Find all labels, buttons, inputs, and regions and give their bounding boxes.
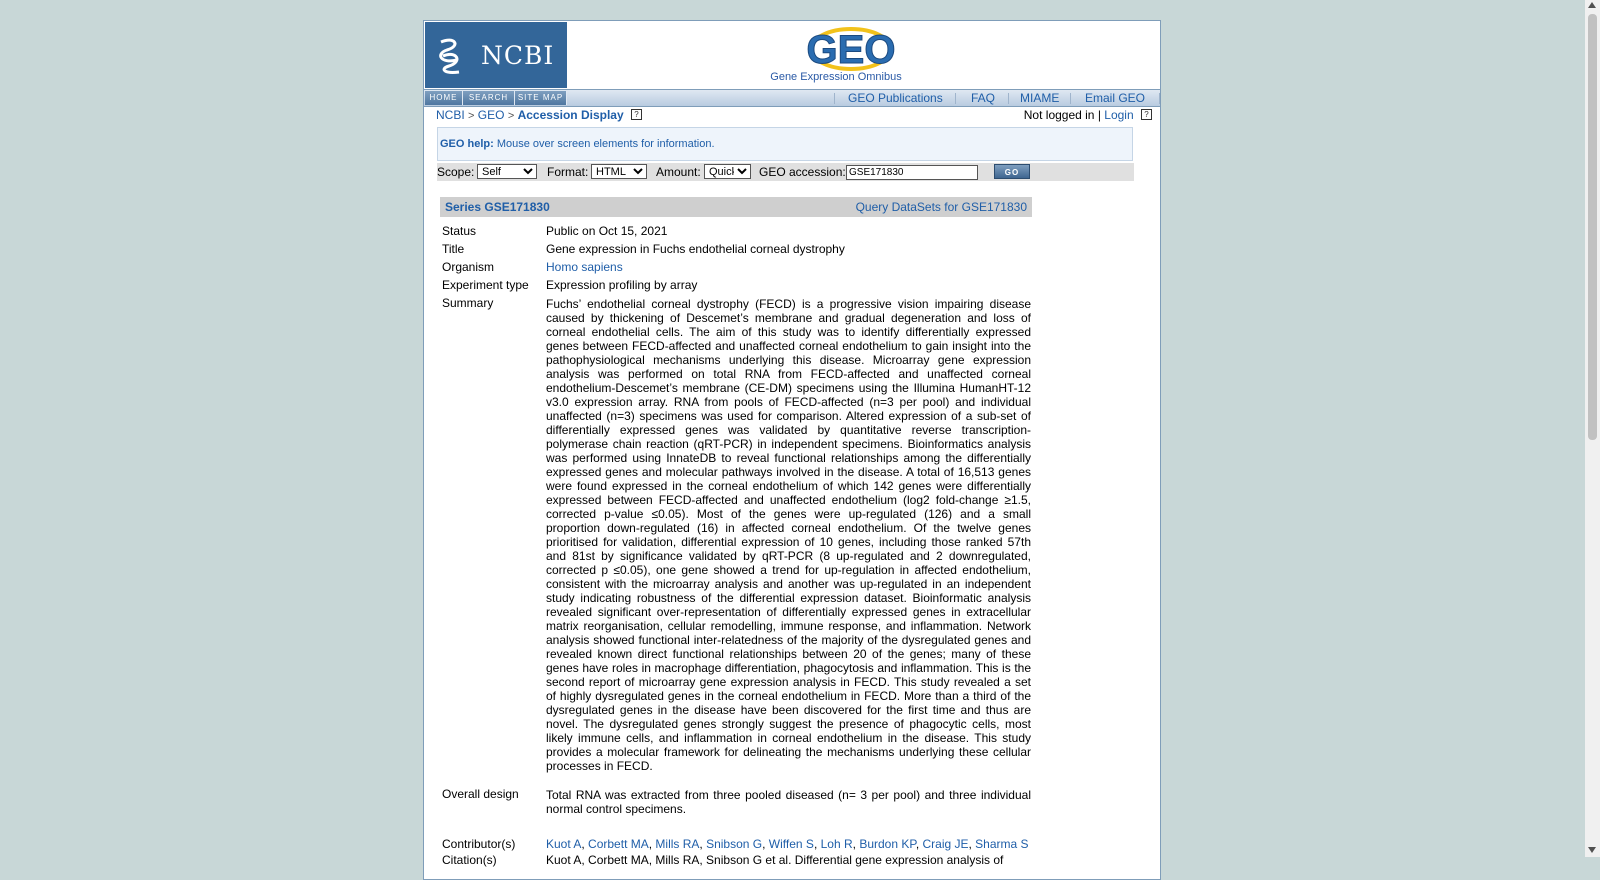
series-title: Series GSE171830 [445, 200, 550, 214]
geo-logo-subtitle: Gene Expression Omnibus [770, 71, 902, 83]
breadcrumb-current[interactable]: Accession Display [517, 108, 624, 122]
scrollbar-thumb[interactable] [1588, 14, 1597, 440]
geo-help-text: Mouse over screen elements for information. [496, 138, 715, 150]
geo-logo-text: GEO [806, 28, 896, 72]
scope-select[interactable] [477, 164, 537, 179]
contributor-link[interactable]: Burdon KP [859, 837, 916, 851]
accession-input[interactable] [846, 165, 978, 180]
geo-publications-link[interactable]: GEO Publications [848, 91, 943, 105]
overall-design-label: Overall design [442, 787, 519, 801]
login-link[interactable]: Login [1104, 108, 1134, 122]
contributors-label: Contributor(s) [442, 837, 516, 851]
nav-home-button[interactable]: HOME [425, 91, 463, 105]
nav-separator [1008, 93, 1009, 104]
faq-link[interactable]: FAQ [971, 91, 996, 105]
title-label: Title [442, 242, 465, 256]
nav-sitemap-button[interactable]: SITE MAP [515, 91, 567, 105]
contributor-link[interactable]: Mills RA [655, 837, 700, 851]
nav-separator [955, 93, 956, 104]
breadcrumb-ncbi[interactable]: NCBI [436, 108, 465, 122]
query-datasets-link[interactable]: Query DataSets for GSE171830 [855, 200, 1027, 214]
status-label: Status [442, 224, 477, 238]
format-label: Format: [547, 165, 589, 179]
accession-label: GEO accession: [759, 165, 846, 179]
summary-text: Fuchs’ endothelial corneal dystrophy (FECD) is a progressive vision impairing disease caused by thickening of Descemet’s membrane and gradual degeneration and loss of corneal endothelial cells. The aim of this study was to identify differentially expressed genes between FECD-affected and unaffected corneal endothelium to gain insight into the pathophysiological mechanisms underlying this disease. Microarray gene expression analysis was performed on total RNA from FECD-affected and unaffected corneal endothelium-Descemet’s membrane (CE-DM) specimens using the Illumina HumanHT-12 v3.0 expression array. RNA from pools of FECD-affected (n=3 per pool) and individual unaffected (n=3) specimens was used for comparison. Altered expression of a sub-set of differentially expressed genes was validated by quantitative reverse transcription-polymerase chain reaction (qRT-PCR) in independent specimens. Bioinformatics analysis was performed using InnateDB to reveal functional relationships among the differentially expressed genes and molecular pathways involved in the disease. A total of 16,513 genes were found expressed in the corneal endothelium of which 142 genes were differentially expressed between FECD-affected and unaffected endothelium (log2 fold-change ≥1.5, corrected p-value ≤0.05). Most of the genes were up-regulated (126) and a small proportion down-regulated (16) in affected corneal endothelium. Of the twelve genes prioritised for validation, differential expression of 10 genes, including those ranked 57th and 81st by significance validated by qRT-PCR (8 up-regulated and 2 downregulated, corrected p ≤0.05), one gene showed a trend for up-regulation in affected endothelium, consistent with the microarray analysis and another was up-regulated in an independent study indicating robustness of the differential expression dataset. Bioinformatic analysis revealed significant over-representation of differentially expressed genes in extracellular matrix reorganisation, cellular remodelling, immune response, and inflammation. Network analysis showed functional inter-relatedness of the majority of the dysregulated genes and revealed known direct functional relationships between 20 of the genes; many of these genes have roles in macrophage differentiation, phagocytosis and inflammation. This is the second report of microarray gene expression analysis in FECD. This study revealed a set of highly dysregulated genes in the corneal endothelium in FECD. More than a third of the dysregulated genes in the disease have been discovered for the first time and thus are novel. The dysregulated genes strongly suggest the presence of phagocytic cells, most likely immune cells, and inflammation in corneal endothelium in the disease. This study provides a molecular framework for delineating the mechanisms underlying these cellular processes in FECD. [546, 297, 1031, 773]
overall-design-text: Total RNA was extracted from three pooled diseased (n= 3 per pool) and three individual normal control specimens. [546, 788, 1031, 816]
contributor-link[interactable]: Kuot A [546, 837, 582, 851]
contributor-link[interactable]: Craig JE [922, 837, 969, 851]
breadcrumb-separator: > [507, 110, 515, 122]
vertical-scrollbar[interactable] [1585, 0, 1600, 857]
geo-help-box [437, 127, 1133, 161]
top-navbar [424, 90, 1160, 107]
scope-label: Scope: [437, 165, 475, 179]
format-select[interactable] [591, 164, 647, 179]
contributor-link[interactable]: Wiffen S [768, 837, 814, 851]
page-container [423, 20, 1161, 880]
go-button[interactable]: GO [994, 164, 1030, 179]
ncbi-helix-icon [425, 22, 481, 88]
geo-logo[interactable] [766, 27, 936, 85]
summary-label: Summary [442, 296, 494, 310]
scroll-down-arrow-icon[interactable] [1588, 847, 1596, 853]
citation-label: Citation(s) [442, 853, 497, 867]
amount-select[interactable] [704, 164, 751, 179]
geo-help-label: GEO help: [440, 138, 494, 150]
citation-text: Kuot A, Corbett MA, Mills RA, Snibson G et al. Differential gene expression analysis of [546, 853, 1004, 867]
experiment-type-label: Experiment type [442, 278, 529, 292]
nav-search-button[interactable]: SEARCH [463, 91, 515, 105]
contributors-list: Kuot A, Corbett MA, Mills RA, Snibson G, Wiffen S, Loh R, Burdon KP, Craig JE, Sharma S [546, 837, 1029, 851]
contributor-link[interactable]: Snibson G [706, 837, 763, 851]
ncbi-logo[interactable] [425, 22, 567, 88]
contributor-link[interactable]: Loh R [820, 837, 853, 851]
organism-label: Organism [442, 260, 495, 274]
title-value: Gene expression in Fuchs endothelial corneal dystrophy [546, 242, 845, 256]
status-value: Public on Oct 15, 2021 [546, 224, 668, 238]
series-header [440, 197, 1032, 217]
help-icon[interactable]: ? [631, 109, 642, 120]
nav-separator [1159, 93, 1160, 104]
contributor-link[interactable]: Sharma S [975, 837, 1029, 851]
help-icon[interactable]: ? [1141, 109, 1152, 120]
contributor-link[interactable]: Corbett MA [588, 837, 649, 851]
breadcrumb [436, 108, 642, 122]
accession-controls [437, 163, 1134, 181]
amount-label: Amount: [656, 165, 701, 179]
header [424, 21, 1160, 90]
login-status: Not logged in | [1023, 108, 1101, 122]
email-geo-link[interactable]: Email GEO [1085, 91, 1146, 105]
nav-separator [1070, 93, 1071, 104]
breadcrumb-separator: > [468, 110, 475, 122]
ncbi-logo-text: NCBI [481, 40, 555, 70]
login-area [1024, 108, 1152, 122]
miame-link[interactable]: MIAME [1020, 91, 1060, 105]
geo-logo-graphic [781, 27, 921, 73]
nav-separator [834, 93, 835, 104]
experiment-type-value: Expression profiling by array [546, 278, 698, 292]
organism-link[interactable]: Homo sapiens [546, 260, 623, 274]
breadcrumb-geo[interactable]: GEO [477, 108, 505, 122]
scroll-up-arrow-icon[interactable] [1588, 2, 1596, 8]
